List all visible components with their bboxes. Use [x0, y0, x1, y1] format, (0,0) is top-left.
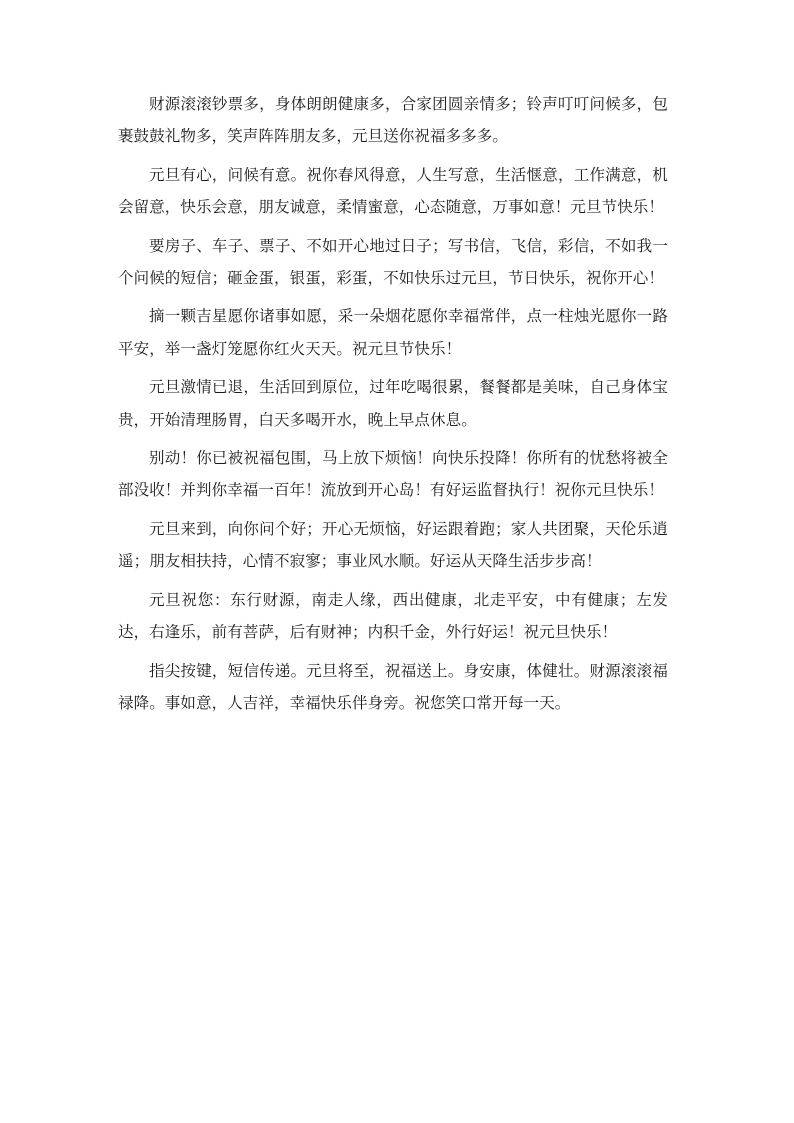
paragraph: 元旦祝您：东行财源，南走人缘，西出健康，北走平安，中有健康；左发达，右逢乐，前有菩萨，后有财神；内积千金，外行好运！祝元旦快乐！ [118, 590, 668, 642]
paragraph: 元旦有心，问候有意。祝你春风得意，人生写意，生活惬意，工作满意，机会留意，快乐会意，朋友诚意，柔情蜜意，心态随意，万事如意！元旦节快乐！ [118, 165, 668, 217]
paragraph: 元旦激情已退，生活回到原位，过年吃喝很累，餐餐都是美味，自己身体宝贵，开始清理肠胃，白天多喝开水，晚上早点休息。 [118, 378, 668, 429]
paragraph: 别动！你已被祝福包围，马上放下烦恼！向快乐投降！你所有的忧愁将被全部没收！并判你幸福一百年！流放到开心岛！有好运监督执行！祝你元旦快乐！ [118, 449, 668, 500]
paragraph: 元旦来到，向你问个好；开心无烦恼，好运跟着跑；家人共团聚，天伦乐逍遥；朋友相扶持，心情不寂寥；事业风水顺。好运从天降生活步步高！ [118, 519, 668, 571]
paragraph: 指尖按键，短信传递。元旦将至，祝福送上。身安康，体健壮。财源滚滚福禄降。事如意，人吉祥，幸福快乐伴身旁。祝您笑口常开每一天。 [118, 661, 668, 712]
document-body [118, 88, 668, 725]
paragraph: 要房子、车子、票子、不如开心地过日子；写书信，飞信，彩信，不如我一个问候的短信；砸金蛋，银蛋，彩蛋，不如快乐过元旦，节日快乐，祝你开心！ [118, 236, 668, 288]
paragraph: 摘一颗吉星愿你诸事如愿，采一朵烟花愿你幸福常伴，点一柱烛光愿你一路平安，举一盏灯笼愿你红火天天。祝元旦节快乐！ [118, 307, 668, 358]
paragraph: 财源滚滚钞票多，身体朗朗健康多，合家团圆亲情多；铃声叮叮问候多，包裹鼓鼓礼物多，笑声阵阵朋友多，元旦送你祝福多多多。 [118, 95, 668, 146]
